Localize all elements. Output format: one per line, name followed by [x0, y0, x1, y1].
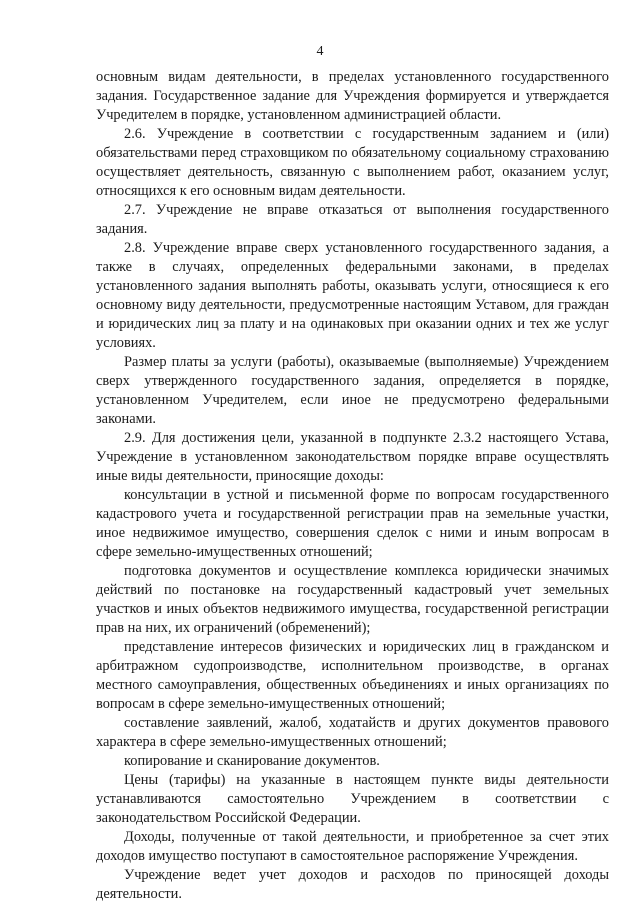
paragraph-2-7: 2.7. Учреждение не вправе отказаться от выполнения государственного задания. — [96, 202, 609, 237]
paragraph-continuation: основным видам деятельности, в пределах установленного государственного задания. Государственное задание для Учреждения формируется и утверждается Учредителем в порядке, установленном администрацией области. — [96, 69, 609, 123]
list-item-document-preparation: подготовка документов и осуществление комплекса юридически значимых действий по постановке на государственный кадастровый учет земельных участков и иных объектов недвижимого имущества, государственной регистрации прав на них, их ограничений (обременений); — [96, 563, 609, 636]
document-body — [96, 68, 609, 904]
list-item-copying: копирование и сканирование документов. — [124, 753, 380, 769]
paragraph-income: Доходы, полученные от такой деятельности, и приобретенное за счет этих доходов имущество поступают в самостоятельное распоряжение Учреждения. — [96, 829, 609, 864]
paragraph-2-6: 2.6. Учреждение в соответствии с государственным заданием и (или) обязательствами перед страховщиком по обязательному социальному страхованию осуществляет деятельность, связанную с выполнением работ, оказанием услуг, относящихся к его основным видам деятельности. — [96, 126, 609, 199]
paragraph-2-9: 2.9. Для достижения цели, указанной в подпункте 2.3.2 настоящего Устава, Учреждение в установленном законодательством порядке вправе осуществлять иные виды деятельности, приносящие доходы: — [96, 430, 609, 484]
paragraph-prices: Цены (тарифы) на указанные в настоящем пункте виды деятельности устанавливаются самостоятельно Учреждением в соответствии с законодательством Российской Федерации. — [96, 772, 609, 826]
list-item-consultations: консультации в устной и письменной форме по вопросам государственного кадастрового учета и государственной регистрации прав на земельные участки, иное недвижимое имущество, совершения сделок с ними и иным вопросам в сфере земельно-имущественных отношений; — [96, 487, 609, 560]
list-item-drafting: составление заявлений, жалоб, ходатайств и других документов правового характера в сфере земельно-имущественных отношений; — [96, 715, 609, 750]
list-item-representation: представление интересов физических и юридических лиц в гражданском и арбитражном судопроизводстве, исполнительном производстве, в органах местного самоуправления, общественных объединениях и иных организациях по вопросам в сфере земельно-имущественных отношений; — [96, 639, 609, 712]
paragraph-accounting: Учреждение ведет учет доходов и расходов по приносящей доходы деятельности. — [96, 867, 609, 902]
page-number: 4 — [316, 44, 324, 59]
paragraph-fee-size: Размер платы за услуги (работы), оказываемые (выполняемые) Учреждением сверх утвержденного государственного задания, определяется в порядке, установленном Учредителем, если иное не предусмотрено федеральными законами. — [96, 354, 609, 427]
paragraph-2-8: 2.8. Учреждение вправе сверх установленного государственного задания, а также в случаях, определенных федеральными законами, в пределах установленного задания выполнять работы, оказывать услуги, относящиеся к его основному виду деятельности, предусмотренные настоящим Уставом, для граждан и юридических лиц за плату и на одинаковых при оказании одних и тех же услуг условиях. — [96, 240, 609, 351]
